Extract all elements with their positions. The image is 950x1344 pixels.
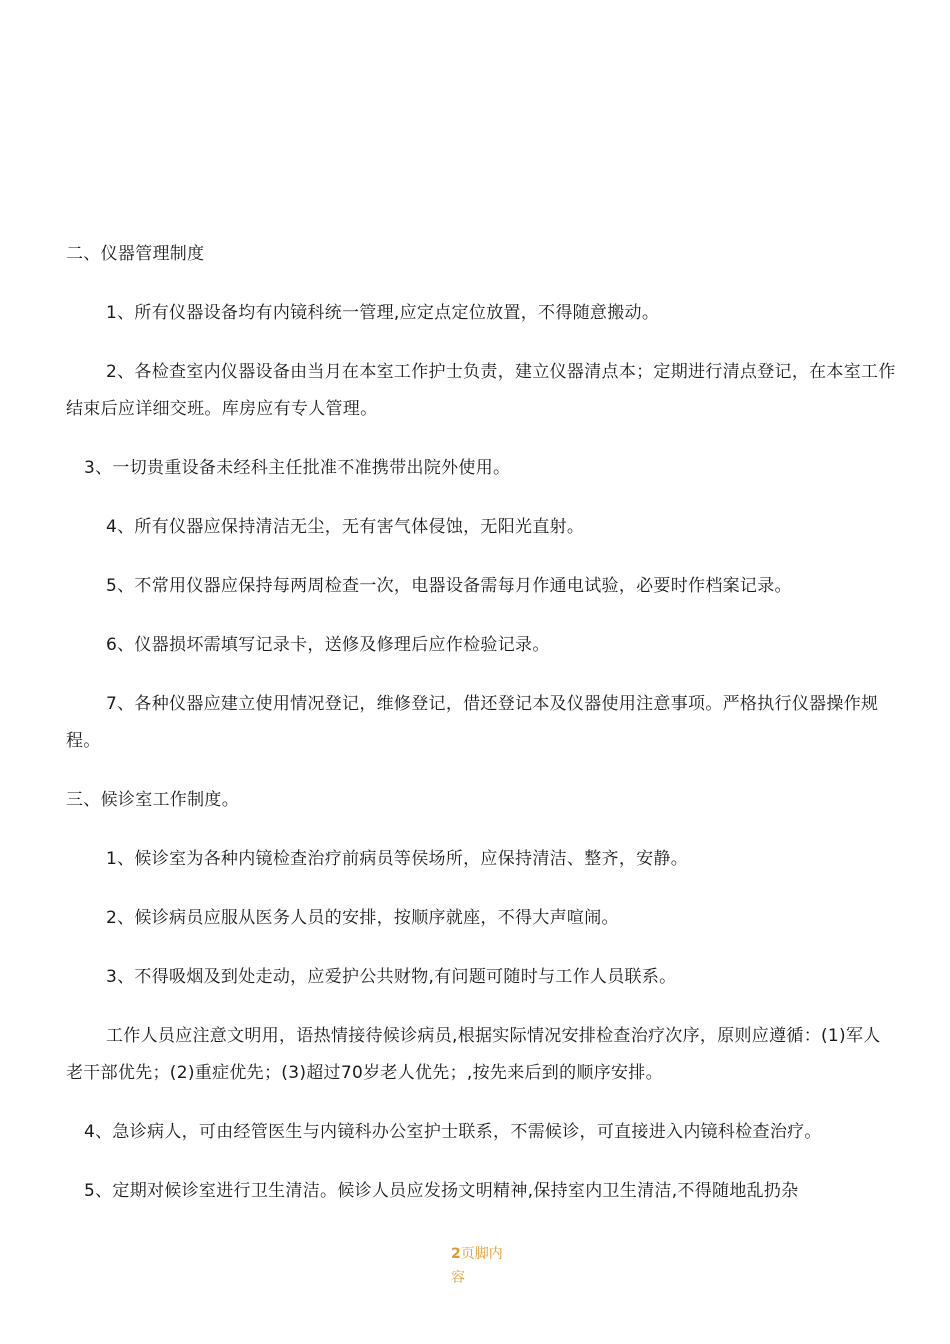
document-body [66, 236, 896, 1232]
paragraph-instrument-1: 1、所有仪器设备均有内镜科统一管理,应定点定位放置，不得随意搬动。 [106, 303, 660, 323]
paragraph-waiting-1: 1、候诊室为各种内镜检查治疗前病员等侯场所，应保持清洁、整齐，安静。 [106, 849, 689, 869]
paragraph-waiting-3: 3、不得吸烟及到处走动，应爱护公共财物,有问题可随时与工作人员联系。 [106, 967, 677, 987]
paragraph-waiting-2: 2、候诊病员应服从医务人员的安排，按顺序就座，不得大声喧闹。 [106, 908, 619, 928]
page-footer [451, 1242, 511, 1290]
paragraph-instrument-7: 7、各种仪器应建立使用情况登记，维修登记，借还登记本及仪器使用注意事项。严格执行仪器操作规程。 [66, 694, 879, 751]
paragraph-instrument-3: 3、一切贵重设备未经科主任批准不准携带出院外使用。 [84, 458, 511, 478]
page-number: 2 [451, 1246, 461, 1262]
paragraph-instrument-6: 6、仪器损坏需填写记录卡，送修及修理后应作检验记录。 [106, 635, 550, 655]
paragraph-waiting-4: 4、急诊病人，可由经管医生与内镜科办公室护士联系，不需候诊，可直接进入内镜科检查治疗。 [84, 1122, 822, 1142]
paragraph-waiting-staff: 工作人员应注意文明用，语热情接待候诊病员,根据实际情况安排检查治疗次序，原则应遵循：(1)军人老干部优先；(2)重症优先；(3)超过70岁老人优先；,按先来后到的顺序安排。 [66, 1026, 881, 1083]
paragraph-instrument-5: 5、不常用仪器应保持每两周检查一次，电器设备需每月作通电试验，必要时作档案记录。 [106, 576, 792, 596]
paragraph-instrument-4: 4、所有仪器应保持清洁无尘，无有害气体侵蚀，无阳光直射。 [106, 517, 585, 537]
section-heading-instrument-management: 二、仪器管理制度 [66, 244, 205, 264]
footer-text: 页脚内容 [451, 1246, 503, 1286]
section-heading-waiting-room: 三、候诊室工作制度。 [66, 790, 239, 810]
paragraph-waiting-5: 5、定期对候诊室进行卫生清洁。候诊人员应发扬文明精神,保持室内卫生清洁,不得随地乱扔杂 [84, 1181, 799, 1201]
paragraph-instrument-2: 2、各检查室内仪器设备由当月在本室工作护士负责，建立仪器清点本；定期进行清点登记，在本室工作结束后应详细交班。库房应有专人管理。 [66, 362, 896, 419]
